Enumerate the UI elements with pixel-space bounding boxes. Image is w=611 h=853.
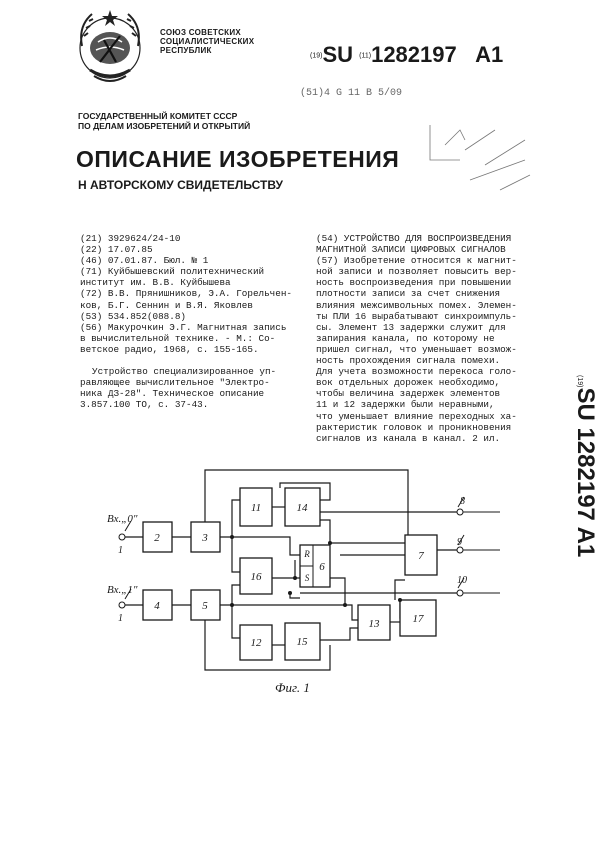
block-label: 6 xyxy=(319,561,325,573)
country-code: SU xyxy=(322,42,354,67)
side-document-number xyxy=(548,345,599,675)
committee-line: ГОСУДАРСТВЕННЫЙ КОМИТЕТ СССР xyxy=(78,111,238,121)
output-terminal xyxy=(457,590,463,596)
abstract-line: ность прохождения сигнала помехи. xyxy=(316,355,501,367)
biblio-line: ков, Б.Г. Сеннин и В.Я. Яковлев xyxy=(80,299,253,311)
country-name-line: СОЮЗ СОВЕТСКИХ xyxy=(160,28,242,37)
abstract-line: рактеристик головок и проникновения xyxy=(316,421,512,433)
abstract-line: ной записи и позволяет повысить вер- xyxy=(316,266,517,278)
block-label: 5 xyxy=(202,600,208,612)
abstract-line: пришел сигнал, что уменьшает возмож- xyxy=(316,343,517,355)
biblio-line: ветское радио, 1968, с. 155-165. xyxy=(80,343,259,355)
biblio-line: (72) В.В. Прянишников, Э.А. Горельчен- xyxy=(80,288,293,300)
block-label: 11 xyxy=(250,502,262,514)
block-label: 17 xyxy=(412,613,424,625)
abstract-line: запирания канала, по которому не xyxy=(316,332,495,344)
biblio-line: (46) 07.01.87. Бюл. № 1 xyxy=(80,255,209,267)
input-label-0: Вх.„0" xyxy=(107,513,138,525)
biblio-line: (22) 17.07.85 xyxy=(80,244,153,256)
prior-art-line: равляющее вычислительное "Электро- xyxy=(80,377,270,389)
committee-name xyxy=(78,111,250,131)
biblio-line: институт им. В.В. Куйбышева xyxy=(80,277,231,289)
abstract-line: МАГНИТНОЙ ЗАПИСИ ЦИФРОВЫХ СИГНАЛОВ xyxy=(316,244,506,256)
block-label: 2 xyxy=(154,532,160,544)
prior-art-line: ника ДЗ-28". Техническое описание xyxy=(80,388,265,400)
bibliographic-data xyxy=(80,233,302,410)
abstract-line: ность воспроизведения при повышении xyxy=(316,277,512,289)
input-label-1: Вх.„1" xyxy=(107,584,138,596)
abstract-line: Для учета возможности перекоса голо- xyxy=(316,366,517,378)
document-number: 1282197 xyxy=(371,42,457,67)
block-label: 15 xyxy=(296,636,308,648)
block-label: 12 xyxy=(250,637,262,649)
abstract-line: что уменьшает влияние переходных ха- xyxy=(316,410,517,422)
abstract-line: сигналов из канала в канал. 2 ил. xyxy=(316,432,501,444)
abstract-line: плотности записи за счет снижения xyxy=(316,288,501,300)
block-label: 16 xyxy=(250,571,262,583)
biblio-line: (21) 3929624/24-10 xyxy=(80,233,181,244)
abstract-line: 11 и 12 задержки были неравными, xyxy=(316,399,495,411)
biblio-line: в вычислительной технике. - М.: Со- xyxy=(80,332,276,344)
publication-number xyxy=(310,42,503,68)
block-label: 14 xyxy=(296,502,308,514)
inid-19: (19) xyxy=(310,52,323,60)
prior-art-line: 3.857.100 ТО, с. 37-43. xyxy=(80,399,209,411)
abstract-line: вок отдельных дорожек необходимо, xyxy=(316,377,501,389)
abstract xyxy=(316,233,524,444)
prior-art-line: Устройство специализированное уп- xyxy=(92,366,277,378)
biblio-line: (53) 534.852(088.8) xyxy=(80,310,187,322)
terminal-label: 1 xyxy=(118,545,123,556)
output-terminal xyxy=(457,509,463,515)
block-label: 3 xyxy=(202,532,208,544)
kind-code: A1 xyxy=(475,42,504,67)
terminal-label: 9 xyxy=(457,537,462,548)
abstract-line: ты ПЛИ 16 вырабатывают синхроимпуль- xyxy=(316,310,517,322)
abstract-line: (57) Изобретение относится к магнит- xyxy=(316,255,517,267)
abstract-line: (54) УСТРОЙСТВО ДЛЯ ВОСПРОИЗВЕДЕНИЯ xyxy=(316,233,512,244)
input-terminal xyxy=(119,534,125,540)
side-number-value: SU 1282197 A1 xyxy=(572,387,599,558)
committee-line: ПО ДЕЛАМ ИЗОБРЕТЕНИЙ И ОТКРЫТИЙ xyxy=(78,121,251,131)
document-title: ОПИСАНИЕ ИЗОБРЕТЕНИЯ xyxy=(76,146,400,172)
side-number-text xyxy=(572,375,599,557)
block-label: 4 xyxy=(154,600,160,612)
figure-1-diagram xyxy=(100,465,520,695)
terminal-label: 8 xyxy=(460,496,465,507)
stamp-marks xyxy=(425,120,535,200)
side-number-prefix: (19) xyxy=(576,375,583,388)
block-label: 7 xyxy=(418,550,424,562)
country-name-line: РЕСПУБЛИК xyxy=(160,46,212,55)
terminal-label: 10 xyxy=(457,575,467,586)
document-subtitle: Н АВТОРСКОМУ СВИДЕТЕЛЬСТВУ xyxy=(78,178,284,192)
block-label: R xyxy=(304,549,310,559)
ipc-classification: (51)4 G 11 B 5/09 xyxy=(300,88,403,99)
abstract-line: чтобы величина задержек элементов xyxy=(316,388,501,400)
input-terminal xyxy=(119,602,125,608)
abstract-line: влияния межсимвольных помех. Элемен- xyxy=(316,299,517,311)
country-name-line: СОЦИАЛИСТИЧЕСКИХ xyxy=(160,37,255,46)
inid-11: (11) xyxy=(359,52,372,60)
terminal-label: 1 xyxy=(118,613,123,624)
ussr-emblem xyxy=(70,6,150,86)
biblio-line: (56) Макурочкин Э.Г. Магнитная запись xyxy=(80,321,287,333)
block-label: S xyxy=(304,573,310,583)
figure-caption: Фиг. 1 xyxy=(275,680,310,695)
country-name xyxy=(160,28,254,55)
abstract-line: сы. Элемент 13 задержки служит для xyxy=(316,321,506,333)
block-label: 13 xyxy=(368,618,380,630)
biblio-line: (71) Куйбышевский политехнический xyxy=(80,266,265,278)
